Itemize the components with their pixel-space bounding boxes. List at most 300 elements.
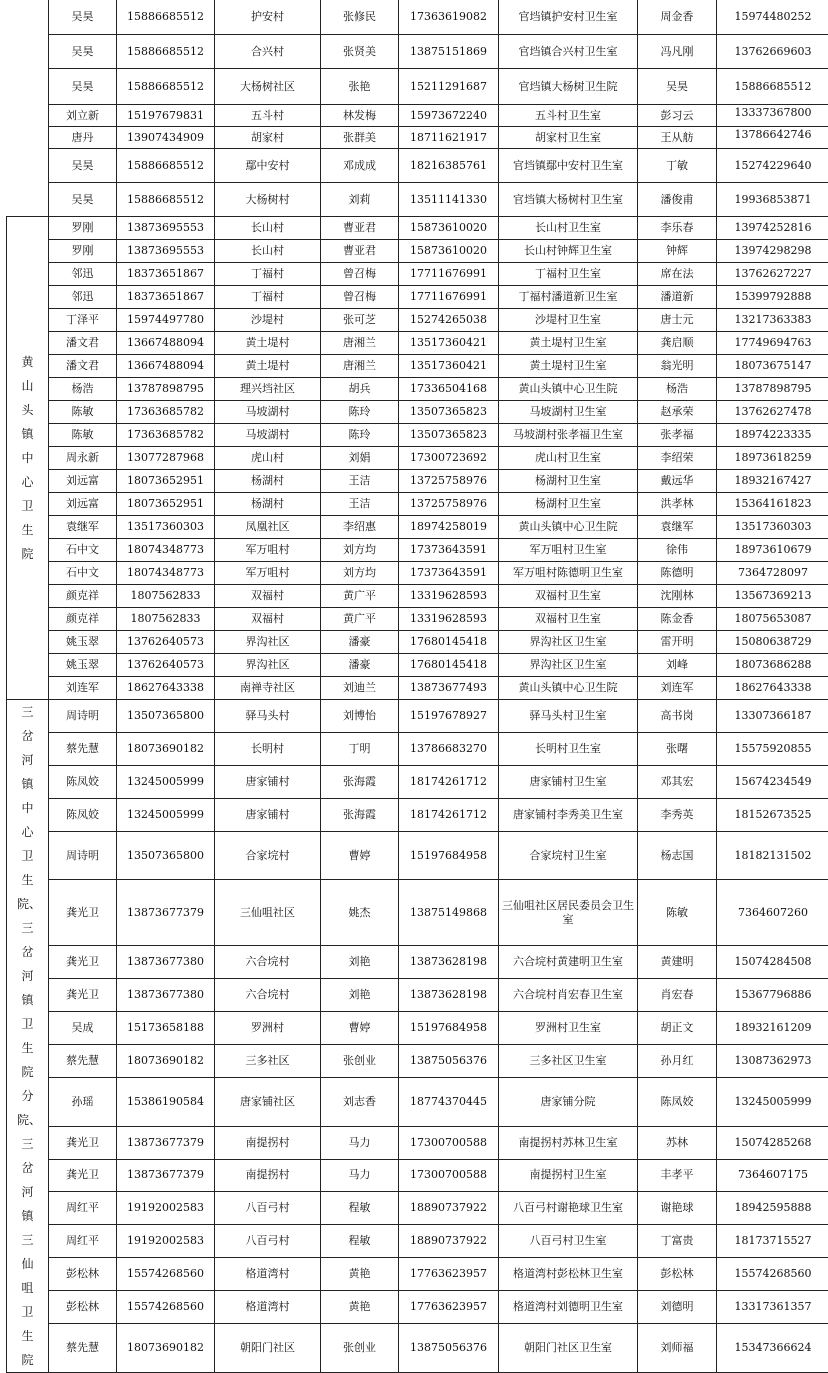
table-cell: 刘远富	[49, 493, 117, 516]
table-cell: 15873610020	[399, 217, 499, 240]
table-row	[7, 979, 828, 1012]
table-cell: 13873628198	[399, 946, 499, 979]
table-cell: 陈金香	[638, 608, 717, 631]
table-cell: 17763623957	[399, 1258, 499, 1291]
table-cell: 吴昊	[49, 183, 117, 217]
table-cell: 席在法	[638, 263, 717, 286]
table-row	[7, 240, 828, 263]
table-cell: 周红平	[49, 1225, 117, 1258]
table-cell: 18973618259	[717, 447, 828, 470]
table-cell: 13337367800	[717, 105, 828, 127]
table-cell: 18073690182	[117, 1044, 215, 1077]
table-cell: 双福村	[215, 608, 321, 631]
table-cell: 张艳	[321, 69, 399, 105]
table-cell: 13077287968	[117, 447, 215, 470]
table-cell: 沈刚林	[638, 585, 717, 608]
table-cell: 唐家铺社区	[215, 1077, 321, 1126]
table-row	[7, 654, 828, 677]
table-cell: 军万咀村陈德明卫生室	[499, 562, 638, 585]
table-cell: 杨湖村	[215, 470, 321, 493]
table-cell: 双福村卫生室	[499, 585, 638, 608]
table-row	[7, 263, 828, 286]
table-cell: 刘师福	[638, 1324, 717, 1373]
table-cell: 官垱镇鄢中安村卫生室	[499, 149, 638, 183]
table-cell: 护安村	[215, 0, 321, 35]
table-cell: 双福村	[215, 585, 321, 608]
table-cell: 彭松林	[49, 1291, 117, 1324]
table-cell: 吴昊	[49, 0, 117, 35]
table-cell: 15211291687	[399, 69, 499, 105]
table-cell: 林发梅	[321, 105, 399, 127]
table-cell: 唐士元	[638, 309, 717, 332]
table-cell: 黄土堤村卫生室	[499, 355, 638, 378]
table-cell: 谢艳球	[638, 1192, 717, 1225]
table-cell: 龚光卫	[49, 1126, 117, 1159]
table-cell: 石中文	[49, 539, 117, 562]
table-cell: 杨志国	[638, 831, 717, 880]
table-cell: 黄艳	[321, 1291, 399, 1324]
table-row	[7, 946, 828, 979]
table-row	[7, 608, 828, 631]
table-cell: 龚光卫	[49, 880, 117, 946]
group-name-cell	[7, 217, 49, 700]
table-cell: 18073652951	[117, 470, 215, 493]
table-cell: 13907434909	[117, 127, 215, 149]
table-cell: 18074348773	[117, 562, 215, 585]
table-row	[7, 69, 828, 105]
table-cell: 胡家村	[215, 127, 321, 149]
table-cell: 六合垸村	[215, 946, 321, 979]
table-cell: 戴远华	[638, 470, 717, 493]
table-row	[7, 732, 828, 765]
table-cell: 双福村卫生室	[499, 608, 638, 631]
table-cell: 邻迅	[49, 286, 117, 309]
contact-table	[6, 0, 828, 1373]
table-cell: 格道湾村彭松林卫生室	[499, 1258, 638, 1291]
table-row	[7, 562, 828, 585]
table-cell: 三仙咀社区居民委员会卫生室	[499, 880, 638, 946]
table-cell: 唐丹	[49, 127, 117, 149]
table-cell: 刘志香	[321, 1077, 399, 1126]
table-row	[7, 539, 828, 562]
table-cell: 13507365800	[117, 831, 215, 880]
table-cell: 朝阳门社区	[215, 1324, 321, 1373]
table-cell: 15973672240	[399, 105, 499, 127]
table-cell: 姚玉翠	[49, 631, 117, 654]
table-cell: 15886685512	[117, 149, 215, 183]
table-row	[7, 631, 828, 654]
table-cell: 15574268560	[117, 1291, 215, 1324]
table-row	[7, 105, 828, 127]
table-row	[7, 355, 828, 378]
table-cell: 界沟社区卫生室	[499, 631, 638, 654]
table-row	[7, 332, 828, 355]
table-cell: 吴昊	[49, 69, 117, 105]
table-cell: 孙瑶	[49, 1077, 117, 1126]
table-row	[7, 1225, 828, 1258]
group-name-cell	[7, 700, 49, 1373]
table-cell: 13307366187	[717, 700, 828, 733]
table-cell: 13245005999	[117, 798, 215, 831]
table-cell: 黄土堤村	[215, 355, 321, 378]
table-cell: 黄土堤村卫生室	[499, 332, 638, 355]
table-cell: 曹婷	[321, 831, 399, 880]
table-cell: 军万咀村卫生室	[499, 539, 638, 562]
table-cell: 合家垸村卫生室	[499, 831, 638, 880]
table-cell: 15386190584	[117, 1077, 215, 1126]
table-cell: 15197679831	[117, 105, 215, 127]
table-row	[7, 798, 828, 831]
table-cell: 13567369213	[717, 585, 828, 608]
table-cell: 18942595888	[717, 1192, 828, 1225]
table-cell: 13517360421	[399, 355, 499, 378]
table-cell: 15173658188	[117, 1012, 215, 1045]
table-cell: 龚光卫	[49, 946, 117, 979]
table-row	[7, 493, 828, 516]
table-cell: 李乐春	[638, 217, 717, 240]
table-cell: 13245005999	[717, 1077, 828, 1126]
table-cell: 13762640573	[117, 654, 215, 677]
table-cell: 13873695553	[117, 217, 215, 240]
table-cell: 吴昊	[49, 149, 117, 183]
table-cell: 13762627478	[717, 401, 828, 424]
table-row	[7, 677, 828, 700]
table-cell: 张贤美	[321, 35, 399, 69]
table-cell: 虎山村	[215, 447, 321, 470]
table-cell: 17680145418	[399, 631, 499, 654]
table-cell: 15399792888	[717, 286, 828, 309]
table-cell: 周诗明	[49, 700, 117, 733]
table-cell: 15274229640	[717, 149, 828, 183]
table-cell: 张创业	[321, 1324, 399, 1373]
table-cell: 黄广平	[321, 608, 399, 631]
table-cell: 13319628593	[399, 608, 499, 631]
table-cell: 洪孝林	[638, 493, 717, 516]
table-cell: 18174261712	[399, 798, 499, 831]
table-cell: 1807562833	[117, 608, 215, 631]
table-cell: 唐湘兰	[321, 355, 399, 378]
table-cell: 曹婷	[321, 1012, 399, 1045]
table-cell: 17680145418	[399, 654, 499, 677]
table-cell: 龚光卫	[49, 1159, 117, 1192]
table-cell: 南提拐村苏林卫生室	[499, 1126, 638, 1159]
table-cell: 18932167427	[717, 470, 828, 493]
table-cell: 15574268560	[717, 1258, 828, 1291]
table-cell: 13873677379	[117, 880, 215, 946]
table-cell: 界沟社区卫生室	[499, 654, 638, 677]
table-cell: 黄山头镇中心卫生院	[499, 378, 638, 401]
table-cell: 周永新	[49, 447, 117, 470]
table-row	[7, 401, 828, 424]
table-cell: 大杨树社区	[215, 69, 321, 105]
table-cell: 17300700588	[399, 1159, 499, 1192]
table-cell: 13507365823	[399, 424, 499, 447]
table-cell: 彭松林	[49, 1258, 117, 1291]
table-cell: 13087362973	[717, 1044, 828, 1077]
table-cell: 周诗明	[49, 831, 117, 880]
table-cell: 沙堤村	[215, 309, 321, 332]
table-cell: 刘立新	[49, 105, 117, 127]
table-cell: 13873677380	[117, 979, 215, 1012]
table-cell: 18932161209	[717, 1012, 828, 1045]
table-cell: 13667488094	[117, 355, 215, 378]
table-cell: 翁光明	[638, 355, 717, 378]
table-cell: 彭松林	[638, 1258, 717, 1291]
table-cell: 虎山村卫生室	[499, 447, 638, 470]
table-cell: 合家垸村	[215, 831, 321, 880]
table-cell: 徐伟	[638, 539, 717, 562]
table-cell: 丰孝平	[638, 1159, 717, 1192]
table-cell: 13217363383	[717, 309, 828, 332]
group-name: 三岔河镇中心卫生院、三岔河镇卫生院分院、三岔河镇三仙咀卫生院	[17, 700, 38, 1372]
table-cell: 17711676991	[399, 286, 499, 309]
table-row	[7, 1126, 828, 1159]
table-cell: 15574268560	[117, 1258, 215, 1291]
table-cell: 张可芝	[321, 309, 399, 332]
table-cell: 刘连军	[49, 677, 117, 700]
table-cell: 驿马头村	[215, 700, 321, 733]
table-row	[7, 1192, 828, 1225]
table-cell: 黄艳	[321, 1258, 399, 1291]
table-cell: 唐家铺村	[215, 798, 321, 831]
table-cell: 朝阳门社区卫生室	[499, 1324, 638, 1373]
table-cell: 丁福村	[215, 263, 321, 286]
table-cell: 7364728097	[717, 562, 828, 585]
table-row	[7, 470, 828, 493]
table-cell: 18373651867	[117, 286, 215, 309]
table-cell: 官垱镇护安村卫生室	[499, 0, 638, 35]
table-cell: 13875056376	[399, 1324, 499, 1373]
table-cell: 马坡湖村张孝福卫生室	[499, 424, 638, 447]
table-row	[7, 831, 828, 880]
table-cell: 18627643338	[117, 677, 215, 700]
table-cell: 钟辉	[638, 240, 717, 263]
table-cell: 18973610679	[717, 539, 828, 562]
table-cell: 15886685512	[117, 35, 215, 69]
table-row	[7, 1291, 828, 1324]
table-cell: 15575920855	[717, 732, 828, 765]
table-cell: 驿马头村卫生室	[499, 700, 638, 733]
table-cell: 刘远富	[49, 470, 117, 493]
table-cell: 大杨树村	[215, 183, 321, 217]
table-cell: 罗刚	[49, 240, 117, 263]
table-cell: 17300700588	[399, 1126, 499, 1159]
table-row	[7, 217, 828, 240]
table-cell: 18974223335	[717, 424, 828, 447]
table-cell: 理兴垱社区	[215, 378, 321, 401]
table-cell: 长山村	[215, 217, 321, 240]
table-cell: 13762640573	[117, 631, 215, 654]
table-cell: 13317361357	[717, 1291, 828, 1324]
table-cell: 刘连军	[638, 677, 717, 700]
table-cell: 唐家铺分院	[499, 1077, 638, 1126]
table-cell: 13875151869	[399, 35, 499, 69]
table-cell: 官垱镇合兴村卫生室	[499, 35, 638, 69]
table-cell: 潘俊甫	[638, 183, 717, 217]
table-cell: 15886685512	[117, 0, 215, 35]
table-cell: 18974258019	[399, 516, 499, 539]
table-cell: 潘文君	[49, 332, 117, 355]
table-cell: 马坡湖村	[215, 424, 321, 447]
table-cell: 唐家铺村	[215, 765, 321, 798]
table-cell: 李绍荣	[638, 447, 717, 470]
table-row	[7, 309, 828, 332]
table-cell: 黄山头镇中心卫生院	[499, 516, 638, 539]
table-cell: 张孝福	[638, 424, 717, 447]
table-row	[7, 149, 828, 183]
table-cell: 17363685782	[117, 401, 215, 424]
table-cell: 陈凤姣	[638, 1077, 717, 1126]
table-cell: 三多社区	[215, 1044, 321, 1077]
table-cell: 张曙	[638, 732, 717, 765]
table-cell: 马力	[321, 1126, 399, 1159]
table-cell: 刘方均	[321, 539, 399, 562]
table-cell: 颜克祥	[49, 585, 117, 608]
table-cell: 吴昊	[638, 69, 717, 105]
table-cell: 界沟社区	[215, 631, 321, 654]
table-cell: 17749694763	[717, 332, 828, 355]
table-cell: 18073690182	[117, 732, 215, 765]
table-cell: 刘艳	[321, 979, 399, 1012]
table-cell: 17363685782	[117, 424, 215, 447]
table-cell: 龚光卫	[49, 979, 117, 1012]
table-cell: 长明村卫生室	[499, 732, 638, 765]
table-cell: 13245005999	[117, 765, 215, 798]
table-cell: 13507365800	[117, 700, 215, 733]
table-cell: 13875056376	[399, 1044, 499, 1077]
table-cell: 冯凡刚	[638, 35, 717, 69]
table-cell: 罗刚	[49, 217, 117, 240]
table-cell: 长山村钟辉卫生室	[499, 240, 638, 263]
table-cell: 高书岗	[638, 700, 717, 733]
table-cell: 王从舫	[638, 127, 717, 149]
table-cell: 13507365823	[399, 401, 499, 424]
table-cell: 18073690182	[117, 1324, 215, 1373]
table-cell: 格道湾村	[215, 1291, 321, 1324]
table-cell: 丁福村潘道新卫生室	[499, 286, 638, 309]
table-cell: 长山村	[215, 240, 321, 263]
table-cell: 19192002583	[117, 1192, 215, 1225]
table-cell: 7364607260	[717, 880, 828, 946]
table-cell: 陈玲	[321, 401, 399, 424]
table-cell: 18073675147	[717, 355, 828, 378]
table-cell: 刘博怡	[321, 700, 399, 733]
table-cell: 王洁	[321, 470, 399, 493]
table-cell: 格道湾村	[215, 1258, 321, 1291]
table-cell: 15074285268	[717, 1126, 828, 1159]
table-cell: 13974298298	[717, 240, 828, 263]
table-row	[7, 765, 828, 798]
table-cell: 7364607175	[717, 1159, 828, 1192]
table-cell: 陈凤姣	[49, 765, 117, 798]
table-cell: 孙月红	[638, 1044, 717, 1077]
table-cell: 潘道新	[638, 286, 717, 309]
table-cell: 潘豪	[321, 631, 399, 654]
table-cell: 罗洲村卫生室	[499, 1012, 638, 1045]
table-cell: 黄土堤村	[215, 332, 321, 355]
table-cell: 黄广平	[321, 585, 399, 608]
table-cell: 杨湖村	[215, 493, 321, 516]
table-cell: 15080638729	[717, 631, 828, 654]
table-row	[7, 0, 828, 35]
table-cell: 彭习云	[638, 105, 717, 127]
table-cell: 15197678927	[399, 700, 499, 733]
table-cell: 15197684958	[399, 1012, 499, 1045]
table-cell: 1807562833	[117, 585, 215, 608]
table-cell: 六合垸村黄建明卫生室	[499, 946, 638, 979]
table-cell: 胡兵	[321, 378, 399, 401]
table-cell: 杨浩	[638, 378, 717, 401]
table-cell: 张创业	[321, 1044, 399, 1077]
table-row	[7, 378, 828, 401]
table-cell: 五斗村卫生室	[499, 105, 638, 127]
table-cell: 官垱镇大杨树村卫生室	[499, 183, 638, 217]
table-cell: 15886685512	[117, 183, 215, 217]
table-cell: 18073652951	[117, 493, 215, 516]
table-cell: 周金香	[638, 0, 717, 35]
table-cell: 邻迅	[49, 263, 117, 286]
table-cell: 15886685512	[117, 69, 215, 105]
table-cell: 苏林	[638, 1126, 717, 1159]
table-cell: 13725758976	[399, 493, 499, 516]
table-cell: 周红平	[49, 1192, 117, 1225]
table-cell: 18890737922	[399, 1192, 499, 1225]
table-cell: 罗洲村	[215, 1012, 321, 1045]
table-row	[7, 1077, 828, 1126]
table-cell: 胡正文	[638, 1012, 717, 1045]
table-cell: 陈玲	[321, 424, 399, 447]
table-cell: 潘豪	[321, 654, 399, 677]
table-cell: 丁明	[321, 732, 399, 765]
table-cell: 南提拐村	[215, 1159, 321, 1192]
table-row	[7, 447, 828, 470]
table-cell: 陈敏	[638, 880, 717, 946]
table-cell: 18182131502	[717, 831, 828, 880]
table-cell: 15873610020	[399, 240, 499, 263]
table-cell: 刘娟	[321, 447, 399, 470]
table-cell: 陈凤姣	[49, 798, 117, 831]
table-cell: 石中文	[49, 562, 117, 585]
table-cell: 18373651867	[117, 263, 215, 286]
table-cell: 黄山头镇中心卫生院	[499, 677, 638, 700]
table-cell: 19936853871	[717, 183, 828, 217]
table-cell: 18173715527	[717, 1225, 828, 1258]
table-cell: 18890737922	[399, 1225, 499, 1258]
table-cell: 15074284508	[717, 946, 828, 979]
table-cell: 南禅寺社区	[215, 677, 321, 700]
table-cell: 17300723692	[399, 447, 499, 470]
table-cell: 官垱镇大杨树卫生院	[499, 69, 638, 105]
table-cell: 17373643591	[399, 562, 499, 585]
table-cell: 胡家村卫生室	[499, 127, 638, 149]
table-cell: 唐家铺村李秀美卫生室	[499, 798, 638, 831]
table-cell: 蔡先慧	[49, 732, 117, 765]
table-cell: 17336504168	[399, 378, 499, 401]
table-cell: 13873677380	[117, 946, 215, 979]
table-cell: 凤凰社区	[215, 516, 321, 539]
table-cell: 13873677379	[117, 1159, 215, 1192]
table-cell: 长明村	[215, 732, 321, 765]
table-cell: 13517360421	[399, 332, 499, 355]
group-name-cell	[7, 0, 49, 217]
table-cell: 南提拐村	[215, 1126, 321, 1159]
table-cell: 丁泽平	[49, 309, 117, 332]
table-cell: 丁福村卫生室	[499, 263, 638, 286]
table-cell: 曾召梅	[321, 286, 399, 309]
table-cell: 17763623957	[399, 1291, 499, 1324]
table-cell: 13725758976	[399, 470, 499, 493]
table-row	[7, 127, 828, 149]
